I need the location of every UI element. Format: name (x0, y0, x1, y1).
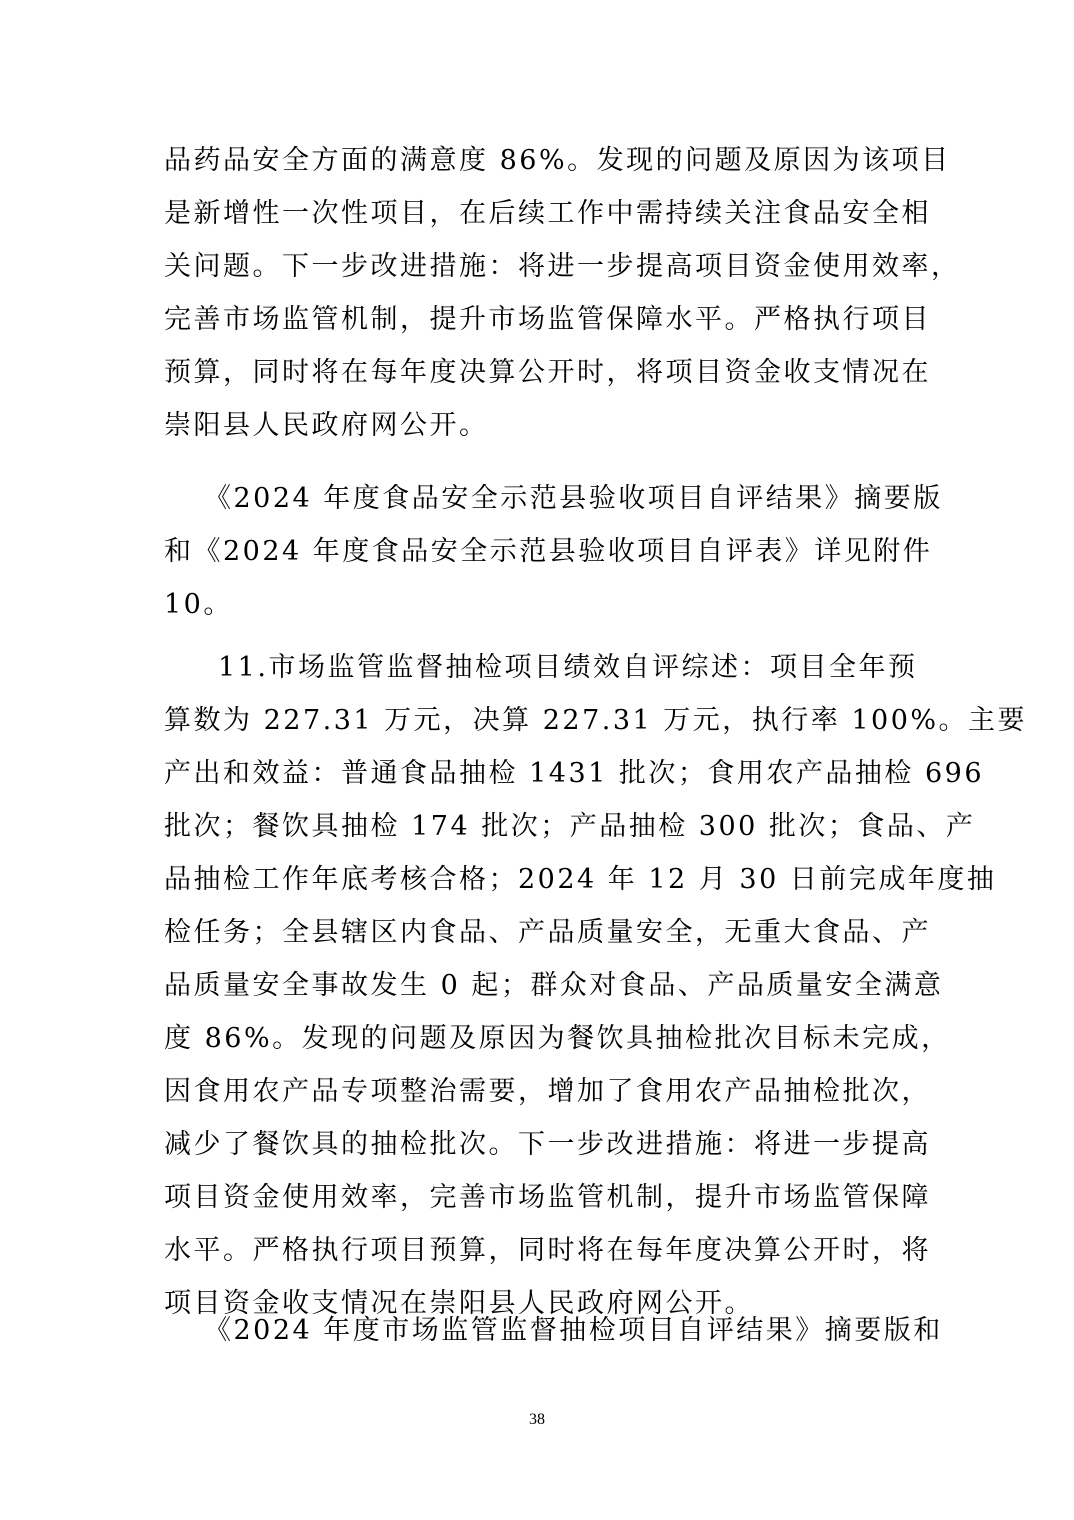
text-line: 项目资金收支情况在崇阳县人民政府网公开。 (164, 1288, 754, 1319)
text-line: 减少了餐饮具的抽检批次。下一步改进措施：将进一步提高 (164, 1129, 931, 1160)
text-line: 度 86%。发现的问题及原因为餐饮具抽检批次目标未完成， (164, 1023, 951, 1054)
text-line: 因食用农产品专项整治需要，增加了食用农产品抽检批次， (164, 1076, 931, 1107)
paragraph-food-safety-continued (164, 134, 961, 452)
paragraph-item-11-inspection (164, 641, 1028, 1330)
text-line: 关问题。下一步改进措施：将进一步提高项目资金使用效率， (164, 251, 961, 282)
text-line: 品质量安全事故发生 0 起；群众对食品、产品质量安全满意 (164, 970, 944, 1001)
text-line: 《2024 年度市场监管监督抽检项目自评结果》摘要版和 (204, 1315, 943, 1346)
text-line: 产出和效益：普通食品抽检 1431 批次；食用农产品抽检 696 (164, 758, 984, 789)
text-line: 品药品安全方面的满意度 86%。发现的问题及原因为该项目 (164, 145, 951, 176)
text-line: 完善市场监管机制，提升市场监管保障水平。严格执行项目 (164, 304, 931, 335)
text-line: 崇阳县人民政府网公开。 (164, 410, 489, 441)
paragraph-food-safety-attachment (164, 472, 943, 631)
text-line: 检任务；全县辖区内食品、产品质量安全，无重大食品、产 (164, 917, 931, 948)
paragraph-inspection-attachment (164, 1304, 943, 1357)
text-line: 品抽检工作年底考核合格；2024 年 12 月 30 日前完成年度抽 (164, 864, 997, 895)
text-line: 算数为 227.31 万元，决算 227.31 万元，执行率 100%。主要 (164, 705, 1028, 736)
text-line: 11.市场监管监督抽检项目绩效自评综述：项目全年预 (218, 652, 918, 683)
text-line: 项目资金使用效率，完善市场监管机制，提升市场监管保障 (164, 1182, 931, 1213)
text-line: 水平。严格执行项目预算，同时将在每年度决算公开时，将 (164, 1235, 931, 1266)
text-line: 是新增性一次性项目，在后续工作中需持续关注食品安全相 (164, 198, 931, 229)
text-line: 预算，同时将在每年度决算公开时，将项目资金收支情况在 (164, 357, 931, 388)
text-line: 《2024 年度食品安全示范县验收项目自评结果》摘要版 (204, 483, 943, 514)
text-line: 批次；餐饮具抽检 174 批次；产品抽检 300 批次；食品、产 (164, 811, 976, 842)
page-number: 38 (529, 1411, 545, 1428)
text-line: 和《2024 年度食品安全示范县验收项目自评表》详见附件 (164, 536, 933, 567)
text-line: 10。 (164, 589, 233, 620)
